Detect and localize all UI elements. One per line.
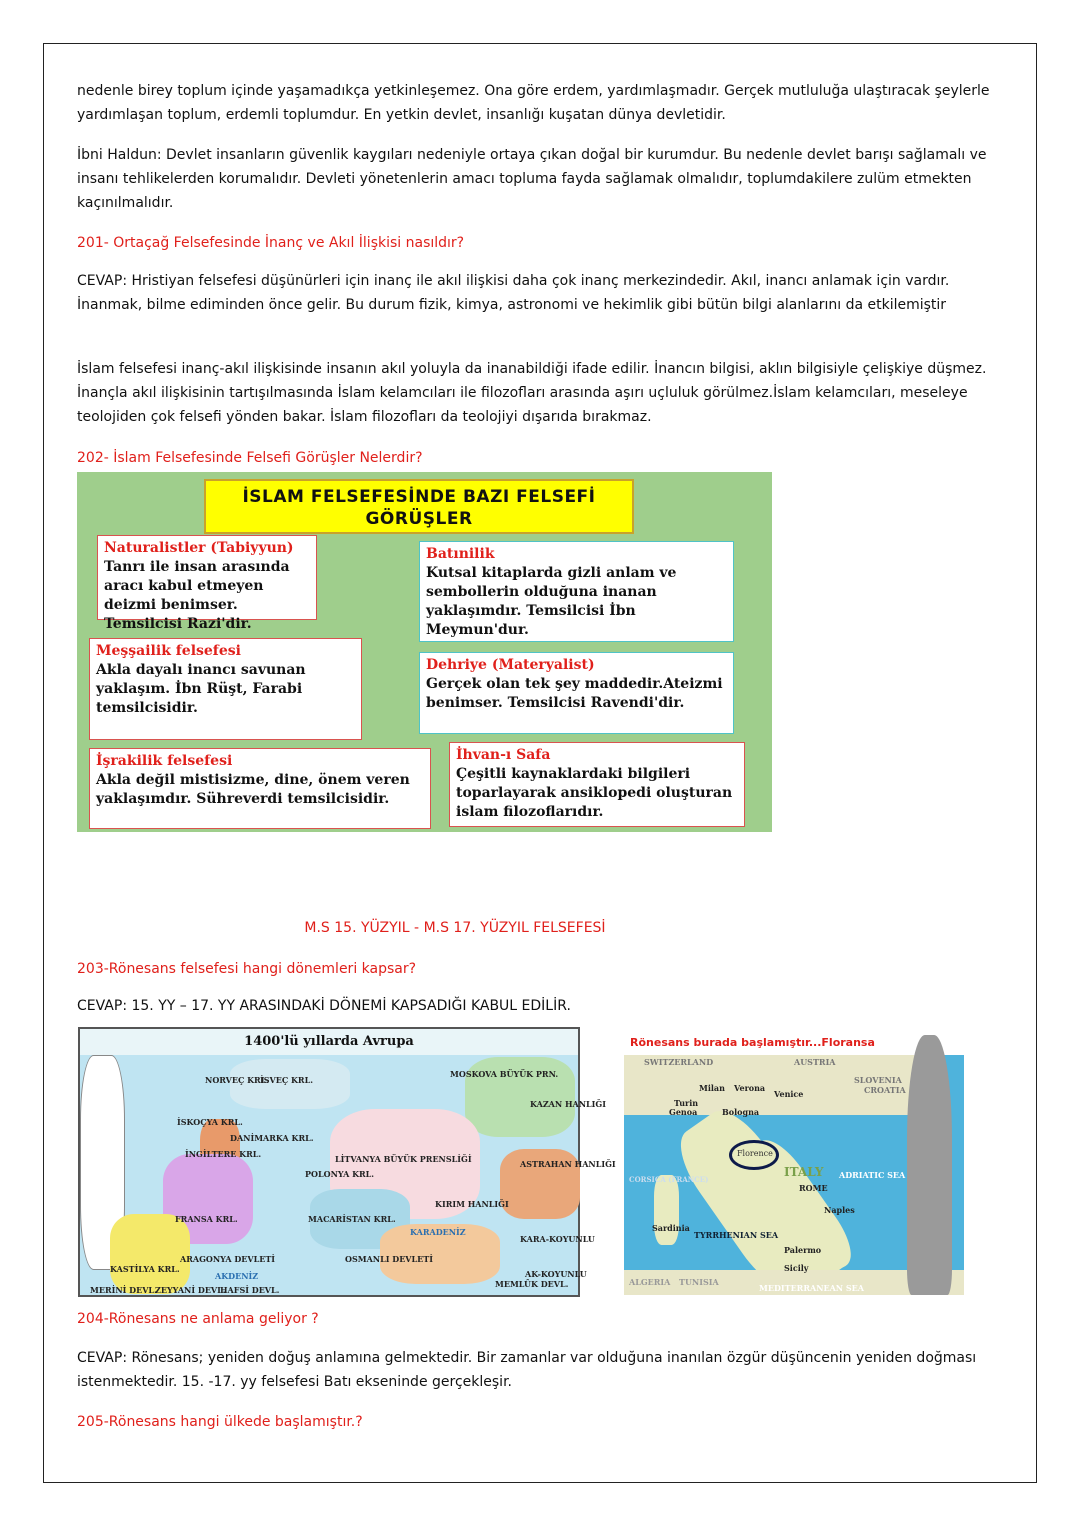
map-label: KARA-KOYUNLU [520, 1234, 595, 1244]
view-text: Çeşitli kaynaklardaki bilgileri toparlayarak ansiklopedi oluşturan islam filozoflarıdır. [456, 766, 733, 820]
map-label: ALGERIA [629, 1277, 671, 1287]
map-label: Naples [824, 1205, 855, 1215]
map-label: Sardinia [652, 1223, 690, 1233]
map-label: Milan [699, 1083, 725, 1093]
map-region [110, 1214, 190, 1294]
map-label: DANİMARKA KRL. [230, 1133, 314, 1143]
map-label: KASTİLYA KRL. [110, 1264, 180, 1274]
map-title: 1400'lü yıllarda Avrupa [80, 1029, 578, 1055]
map-label: MEMLÛK DEVL. [495, 1279, 569, 1289]
map-label: ROME [799, 1183, 828, 1193]
map-label: MERİNİ DEVL. [90, 1285, 157, 1295]
map-label: HAFSİ DEVL. [220, 1285, 280, 1295]
map-label: ITALY [784, 1165, 824, 1179]
question-201: 201- Ortaçağ Felsefesinde İnanç ve Akıl İlişkisi nasıldır? [77, 235, 465, 251]
map-label: AKDENİZ [215, 1271, 259, 1281]
view-text: Akla dayalı inancı savunan yaklaşım. İbn Rüşt, Farabi temsilcisidir. [96, 662, 306, 716]
answer-204: CEVAP: Rönesans; yeniden doğuş anlamına gelmektedir. Bir zamanlar var olduğuna inanılan özgür düşüncenin yeniden doğması istenmektedir. 15. -17. yy felsefesi Batı ekseninde gerçekleşir. [77, 1350, 977, 1390]
view-title: Meşşailik felsefesi [96, 643, 241, 659]
map-label: Verona [734, 1083, 766, 1093]
view-text: Akla değil mistisizme, dine, önem veren yaklaşımdır. Sühreverdi temsilcisidir. [96, 772, 410, 807]
map-label: Turin [674, 1098, 699, 1108]
paragraph-islam: İslam felsefesi inanç-akıl ilişkisinde insanın akıl yoluyla da inanabildiği ifade edilir. İnancın bilgisi, aklın bilgisiyle çelişkiye düşmez. İnançla akıl ilişkisinin tartışılmasında İslam kelamcıları ile filozofları arasında aşırı uçluluk görülmez.İslam kelamcıları, meseleye teolojiden çok felsefi yönden bakar. İslam filozofları da teolojiyi dışarıda bırakmaz. [77, 361, 987, 425]
view-box [419, 541, 734, 642]
islam-philosophy-infographic [77, 472, 772, 832]
map-label: Bologna [722, 1107, 760, 1117]
europe-1400s-map [78, 1027, 616, 1297]
map-label: Venice [774, 1089, 804, 1099]
map-label: Florence [737, 1149, 773, 1158]
map-label: AK-KOYUNLU [525, 1269, 587, 1279]
map-label: CORSICA (FRANCE) [629, 1175, 709, 1184]
map-label: CROATIA [864, 1085, 906, 1095]
map-label: TYRRHENIAN SEA [694, 1230, 779, 1240]
map-label: İSVEÇ KRL. [260, 1075, 313, 1085]
map-label: ADRIATIC SEA [839, 1170, 906, 1180]
italy-map-caption: Rönesans burada başlamıştır...Floransa [630, 1036, 875, 1049]
map-label: KARADENİZ [410, 1227, 466, 1237]
paragraph: nedenle birey toplum içinde yaşamadıkça yetkinleşemez. Ona göre erdem, yardımlaşmadır. Gerçek mutluluğa ulaştıracak şeylerle yardımlaşan toplum, erdemli toplumdur. En yetkin devlet, insanlığı kuşatan dünya devletidir. [77, 83, 990, 123]
section-heading: M.S 15. YÜZYIL - M.S 17. YÜZYIL FELSEFESİ [304, 920, 606, 936]
map-label: KAZAN HANLIĞI [530, 1099, 606, 1109]
answer-203: CEVAP: 15. YY – 17. YY ARASINDAKİ DÖNEMİ KAPSADIĞI KABUL EDİLİR. [77, 998, 571, 1014]
view-box [89, 638, 362, 740]
map-label: KIRIM HANLIĞI [435, 1199, 509, 1209]
view-box [89, 748, 431, 829]
map-label: POLONYA KRL. [305, 1169, 375, 1179]
map-label: İNGİLTERE KRL. [185, 1149, 262, 1159]
map-label: AUSTRIA [794, 1057, 836, 1067]
view-title: Dehriye (Materyalist) [426, 657, 595, 673]
map-label: SWITZERLAND [644, 1057, 714, 1067]
answer-201: CEVAP: Hristiyan felsefesi düşünürleri için inanç ile akıl ilişkisi daha çok inanç merkezindedir. Akıl, inancı anlamak için vardır. İnanmak, bilme ediminden önce gelir. Bu durum fizik, kimya, astronomi ve hekimlik gibi bütün bilgi alanlarını da etkilemiştir [77, 273, 950, 313]
map-label: MACARİSTAN KRL. [308, 1214, 396, 1224]
view-title: Naturalistler (Tabiyyun) [104, 540, 294, 556]
map-label: Sicily [784, 1263, 809, 1273]
infographic-title: İSLAM FELSEFESİNDE BAZI FELSEFİ GÖRÜŞLER [204, 479, 634, 534]
view-title: İşrakilik felsefesi [96, 753, 233, 769]
italy-map [624, 1055, 964, 1295]
map-region [654, 1175, 679, 1245]
question-203: 203-Rönesans felsefesi hangi dönemleri kapsar? [77, 961, 417, 977]
question-204: 204-Rönesans ne anlama geliyor ? [77, 1311, 319, 1327]
view-text: Tanrı ile insan arasında aracı kabul etmeyen deizmi benimser. Temsilcisi Razi'dir. [104, 559, 290, 632]
question-202: 202- İslam Felsefesinde Felsefi Görüşler Nelerdir? [77, 450, 423, 466]
view-box [419, 652, 734, 734]
view-box [97, 535, 317, 632]
map-label: TUNISIA [679, 1277, 719, 1287]
paragraph-ibni-haldun: İbni Haldun: Devlet insanların güvenlik kaygıları nedeniyle ortaya çıkan doğal bir kurumdur. Bu nedenle devlet barışı sağlamalı ve insanı tehlikelerden korumalıdır. Devleti yönetenlerin amacı topluma fayda sağlamak olmalıdır, toplumdakilere zulüm etmekten kaçınılmalıdır. [77, 147, 987, 211]
map-label: ARAGONYA DEVLETİ [180, 1254, 276, 1264]
statue-figure [907, 1035, 952, 1295]
view-box [449, 742, 745, 827]
map-label: ASTRAHAN HANLIĞI [520, 1159, 616, 1169]
map-label: FRANSA KRL. [175, 1214, 238, 1224]
view-text: Kutsal kitaplarda gizli anlam ve sembollerin olduğuna inanan yaklaşımdır. Temsilcisi İbn Meymun'dur. [426, 565, 677, 638]
map-label: MEDITERRANEAN SEA [759, 1283, 864, 1293]
map-label: NORVEÇ KRL. [205, 1075, 270, 1085]
view-text: Gerçek olan tek şey maddedir.Ateizmi benimser. Temsilcisi Ravendi'dir. [426, 676, 723, 711]
question-205: 205-Rönesans hangi ülkede başlamıştır.? [77, 1414, 363, 1430]
map-label: LİTVANYA BÜYÜK PRENSLİĞİ [335, 1154, 472, 1164]
map-label: OSMANLI DEVLETİ [345, 1254, 433, 1264]
view-title: Batınilik [426, 546, 495, 562]
map-label: SLOVENIA [854, 1075, 902, 1085]
map-label: Genoa [669, 1107, 698, 1117]
view-title: İhvan-ı Safa [456, 747, 551, 763]
map-label: İSKOÇYA KRL. [177, 1117, 243, 1127]
map-label: MOSKOVA BÜYÜK PRN. [450, 1069, 559, 1079]
map-label: Palermo [784, 1245, 822, 1255]
map-label: ZEYYANİ DEVL. [155, 1285, 226, 1295]
